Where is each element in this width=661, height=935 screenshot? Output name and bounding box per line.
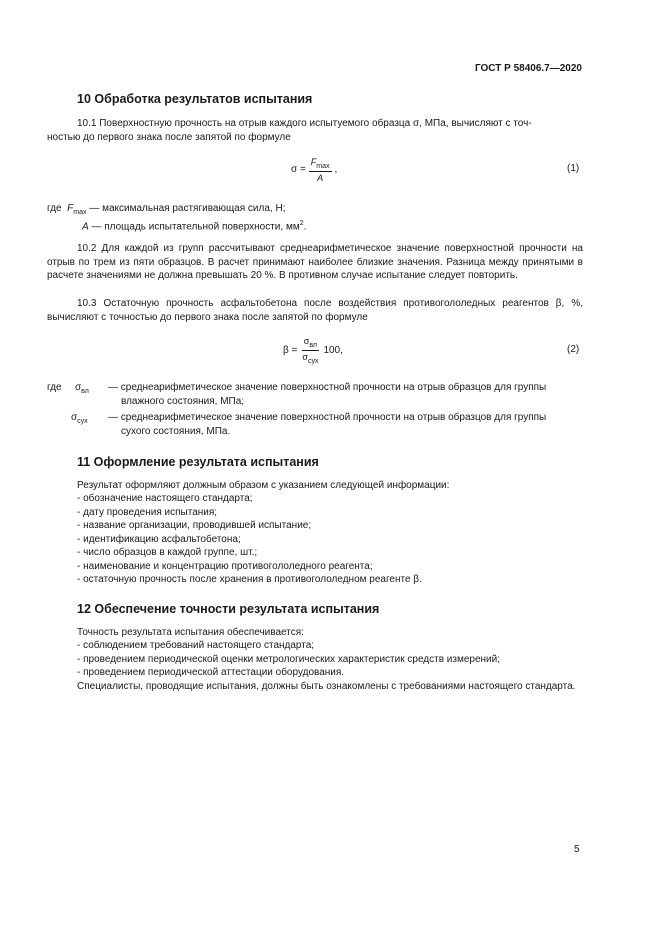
formula-2-lhs: β = xyxy=(283,344,298,356)
formula-1-fraction xyxy=(309,157,332,183)
list-item: - число образцов в каждой группе, шт.; xyxy=(77,547,258,558)
s10-paragraph-2: 10.2 Для каждой из групп рассчитывают среднеарифметическое значение поверхностной прочности на отрыв по трем из пяти образцов. В расчет принимают наиболее близкие значения. Разница между принятыми в расчете значениями не должна превышать 20 %. В противном случае испытание следует повторить. xyxy=(47,243,583,281)
formula-2-den: σ xyxy=(302,351,308,362)
s11-intro: Результат оформляют должным образом с указанием следующей информации: xyxy=(77,480,450,491)
formula-2 xyxy=(283,336,343,365)
formula-2-tail: 100, xyxy=(323,344,343,356)
list-item: - соблюдением требований настоящего стандарта; xyxy=(77,640,315,651)
formula-1-number: (1) xyxy=(567,163,580,174)
section-11-title: 11 Оформление результата испытания xyxy=(77,455,319,469)
formula-1-num: F xyxy=(310,157,317,167)
sigma-vl-text-1: — среднеарифметическое значение поверхностной прочности на отрыв образцов для группы xyxy=(108,382,547,393)
sigma-vl-symbol: σ xyxy=(75,382,82,393)
list-item: - проведением периодической оценки метрологических характеристик средств измерений; xyxy=(77,653,500,665)
fmax-symbol: F xyxy=(67,203,74,214)
document-id-header: ГОСТ Р 58406.7—2020 xyxy=(474,63,582,74)
sigma-sux-symbol-wrap xyxy=(71,411,88,429)
s12-list xyxy=(77,639,500,680)
s11-list xyxy=(77,492,422,587)
sigma-sux-symbol: σ xyxy=(71,412,78,423)
list-item: - идентификацию асфальтобетона; xyxy=(77,533,241,545)
list-item: - проведением периодической аттестации оборудования. xyxy=(77,667,345,678)
area-end: . xyxy=(303,221,307,233)
sigma-vl-symbol-wrap xyxy=(75,381,89,399)
sigma-vl-definition xyxy=(108,381,546,408)
list-item: - остаточную прочность после хранения в противогололедном реагенте β. xyxy=(77,574,422,585)
formula-2-num: σ xyxy=(303,336,310,346)
page-number: 5 xyxy=(574,844,580,855)
formula-2-number: (2) xyxy=(567,344,580,355)
list-item: - наименование и концентрацию противогололедного реагента; xyxy=(77,560,373,572)
sigma-sux-definition xyxy=(108,411,546,438)
list-item: - дату проведения испытания; xyxy=(77,506,218,518)
area-sup: 2 xyxy=(299,220,304,227)
formula-1-num-sub: max xyxy=(316,162,330,170)
sigma-vl-text-2: влажного состояния, МПа; xyxy=(121,395,245,407)
sigma-sux-text-2: сухого состояния, МПа. xyxy=(121,425,231,437)
list-item: - обозначение настоящего стандарта; xyxy=(77,493,253,504)
sigma-vl-sub: вл xyxy=(81,388,89,395)
definition-area xyxy=(82,217,306,234)
area-text: — площадь испытательной поверхности, мм xyxy=(88,221,300,233)
s10-p1-line2: ностью до первого знака после запятой по формуле xyxy=(47,132,291,143)
section-10-title: 10 Обработка результатов испытания xyxy=(77,92,313,106)
formula-1 xyxy=(291,157,337,183)
formula-1-tail: , xyxy=(334,164,338,176)
formula-1-den: A xyxy=(317,172,324,183)
s10-p1-line1: 10.1 Поверхностную прочность на отрыв каждого испытуемого образца σ, МПа, вычисляют с точ- xyxy=(77,118,532,129)
sigma-sux-text-1: — среднеарифметическое значение поверхностной прочности на отрыв образцов для группы xyxy=(108,412,547,423)
s12-intro: Точность результата испытания обеспечивается: xyxy=(77,627,304,638)
section-12-title: 12 Обеспечение точности результата испытания xyxy=(77,602,380,616)
formula-1-lhs: σ = xyxy=(291,164,306,176)
where-label-2: где xyxy=(47,382,62,393)
fmax-sub: max xyxy=(73,209,87,216)
list-item: - название организации, проводившей испытание; xyxy=(77,520,312,531)
formula-2-den-sub: сух xyxy=(307,357,319,365)
where-label: где xyxy=(47,203,62,214)
area-symbol: A xyxy=(82,221,89,233)
sigma-sux-sub: сух xyxy=(77,418,88,425)
formula-2-num-sub: вл xyxy=(309,341,318,349)
fmax-text: — максимальная растягивающая сила, Н; xyxy=(86,203,286,214)
s12-closing: Специалисты, проводящие испытания, должны быть ознакомлены с требованиями настоящего стандарта. xyxy=(77,681,576,692)
formula-2-fraction xyxy=(300,336,320,365)
s10-paragraph-3: 10.3 Остаточную прочность асфальтобетона после воздействия противогололедных реагентов β, %, вычисляют с точностью до первого знака после запятой по формуле xyxy=(47,298,583,323)
